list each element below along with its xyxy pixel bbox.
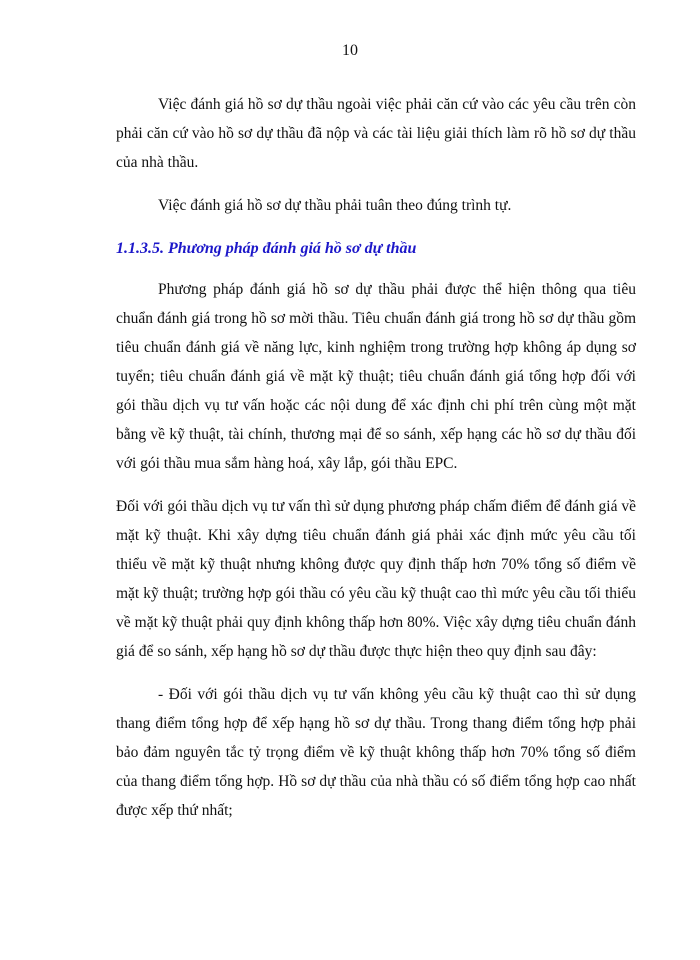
paragraph-consulting-services: Đối với gói thầu dịch vụ tư vấn thì sử dụng phương pháp chấm điểm để đánh giá về mặt kỹ thuật. Khi xây dựng tiêu chuẩn đánh giá phải xác định mức yêu cầu tối thiểu về mặt kỹ thuật nhưng không được quy định thấp hơn 70% tổng số điểm về mặt kỹ thuật; trường hợp gói thầu có yêu cầu kỹ thuật cao thì mức yêu cầu tối thiểu về mặt kỹ thuật phải quy định không thấp hơn 80%. Việc xây dựng tiêu chuẩn đánh giá để so sánh, xếp hạng hồ sơ dự thầu được thực hiện theo quy định sau đây: xyxy=(116,498,636,660)
paragraph-evaluation-basis: Việc đánh giá hồ sơ dự thầu ngoài việc phải căn cứ vào các yêu cầu trên còn phải căn cứ vào hồ sơ dự thầu đã nộp và các tài liệu giải thích làm rõ hồ sơ dự thầu của nhà thầu. xyxy=(116,96,636,171)
document-body xyxy=(116,90,636,839)
page-number: 10 xyxy=(342,42,358,59)
paragraph-evaluation-order: Việc đánh giá hồ sơ dự thầu phải tuân theo đúng trình tự. xyxy=(158,197,512,214)
paragraph-evaluation-method: Phương pháp đánh giá hồ sơ dự thầu phải được thể hiện thông qua tiêu chuẩn đánh giá trong hồ sơ mời thầu. Tiêu chuẩn đánh giá trong hồ sơ dự thầu gồm tiêu chuẩn đánh giá về năng lực, kinh nghiệm trong trường hợp không áp dụng sơ tuyển; tiêu chuẩn đánh giá về mặt kỹ thuật; tiêu chuẩn đánh giá tổng hợp đối với gói thầu dịch vụ tư vấn hoặc các nội dung để xác định chi phí trên cùng một mặt bằng về kỹ thuật, tài chính, thương mại để so sánh, xếp hạng các hồ sơ dự thầu đối với gói thầu mua sắm hàng hoá, xây lắp, gói thầu EPC. xyxy=(116,281,636,472)
paragraph-bullet-scoring: - Đối với gói thầu dịch vụ tư vấn không yêu cầu kỹ thuật cao thì sử dụng thang điểm tổng hợp để xếp hạng hồ sơ dự thầu. Trong thang điểm tổng hợp phải bảo đảm nguyên tắc tỷ trọng điểm về kỹ thuật không thấp hơn 70% tổng số điểm của thang điểm tổng hợp. Hồ sơ dự thầu của nhà thầu có số điểm tổng hợp cao nhất được xếp thứ nhất; xyxy=(116,686,636,819)
section-heading: 1.1.3.5. Phương pháp đánh giá hồ sơ dự thầu xyxy=(116,240,417,257)
